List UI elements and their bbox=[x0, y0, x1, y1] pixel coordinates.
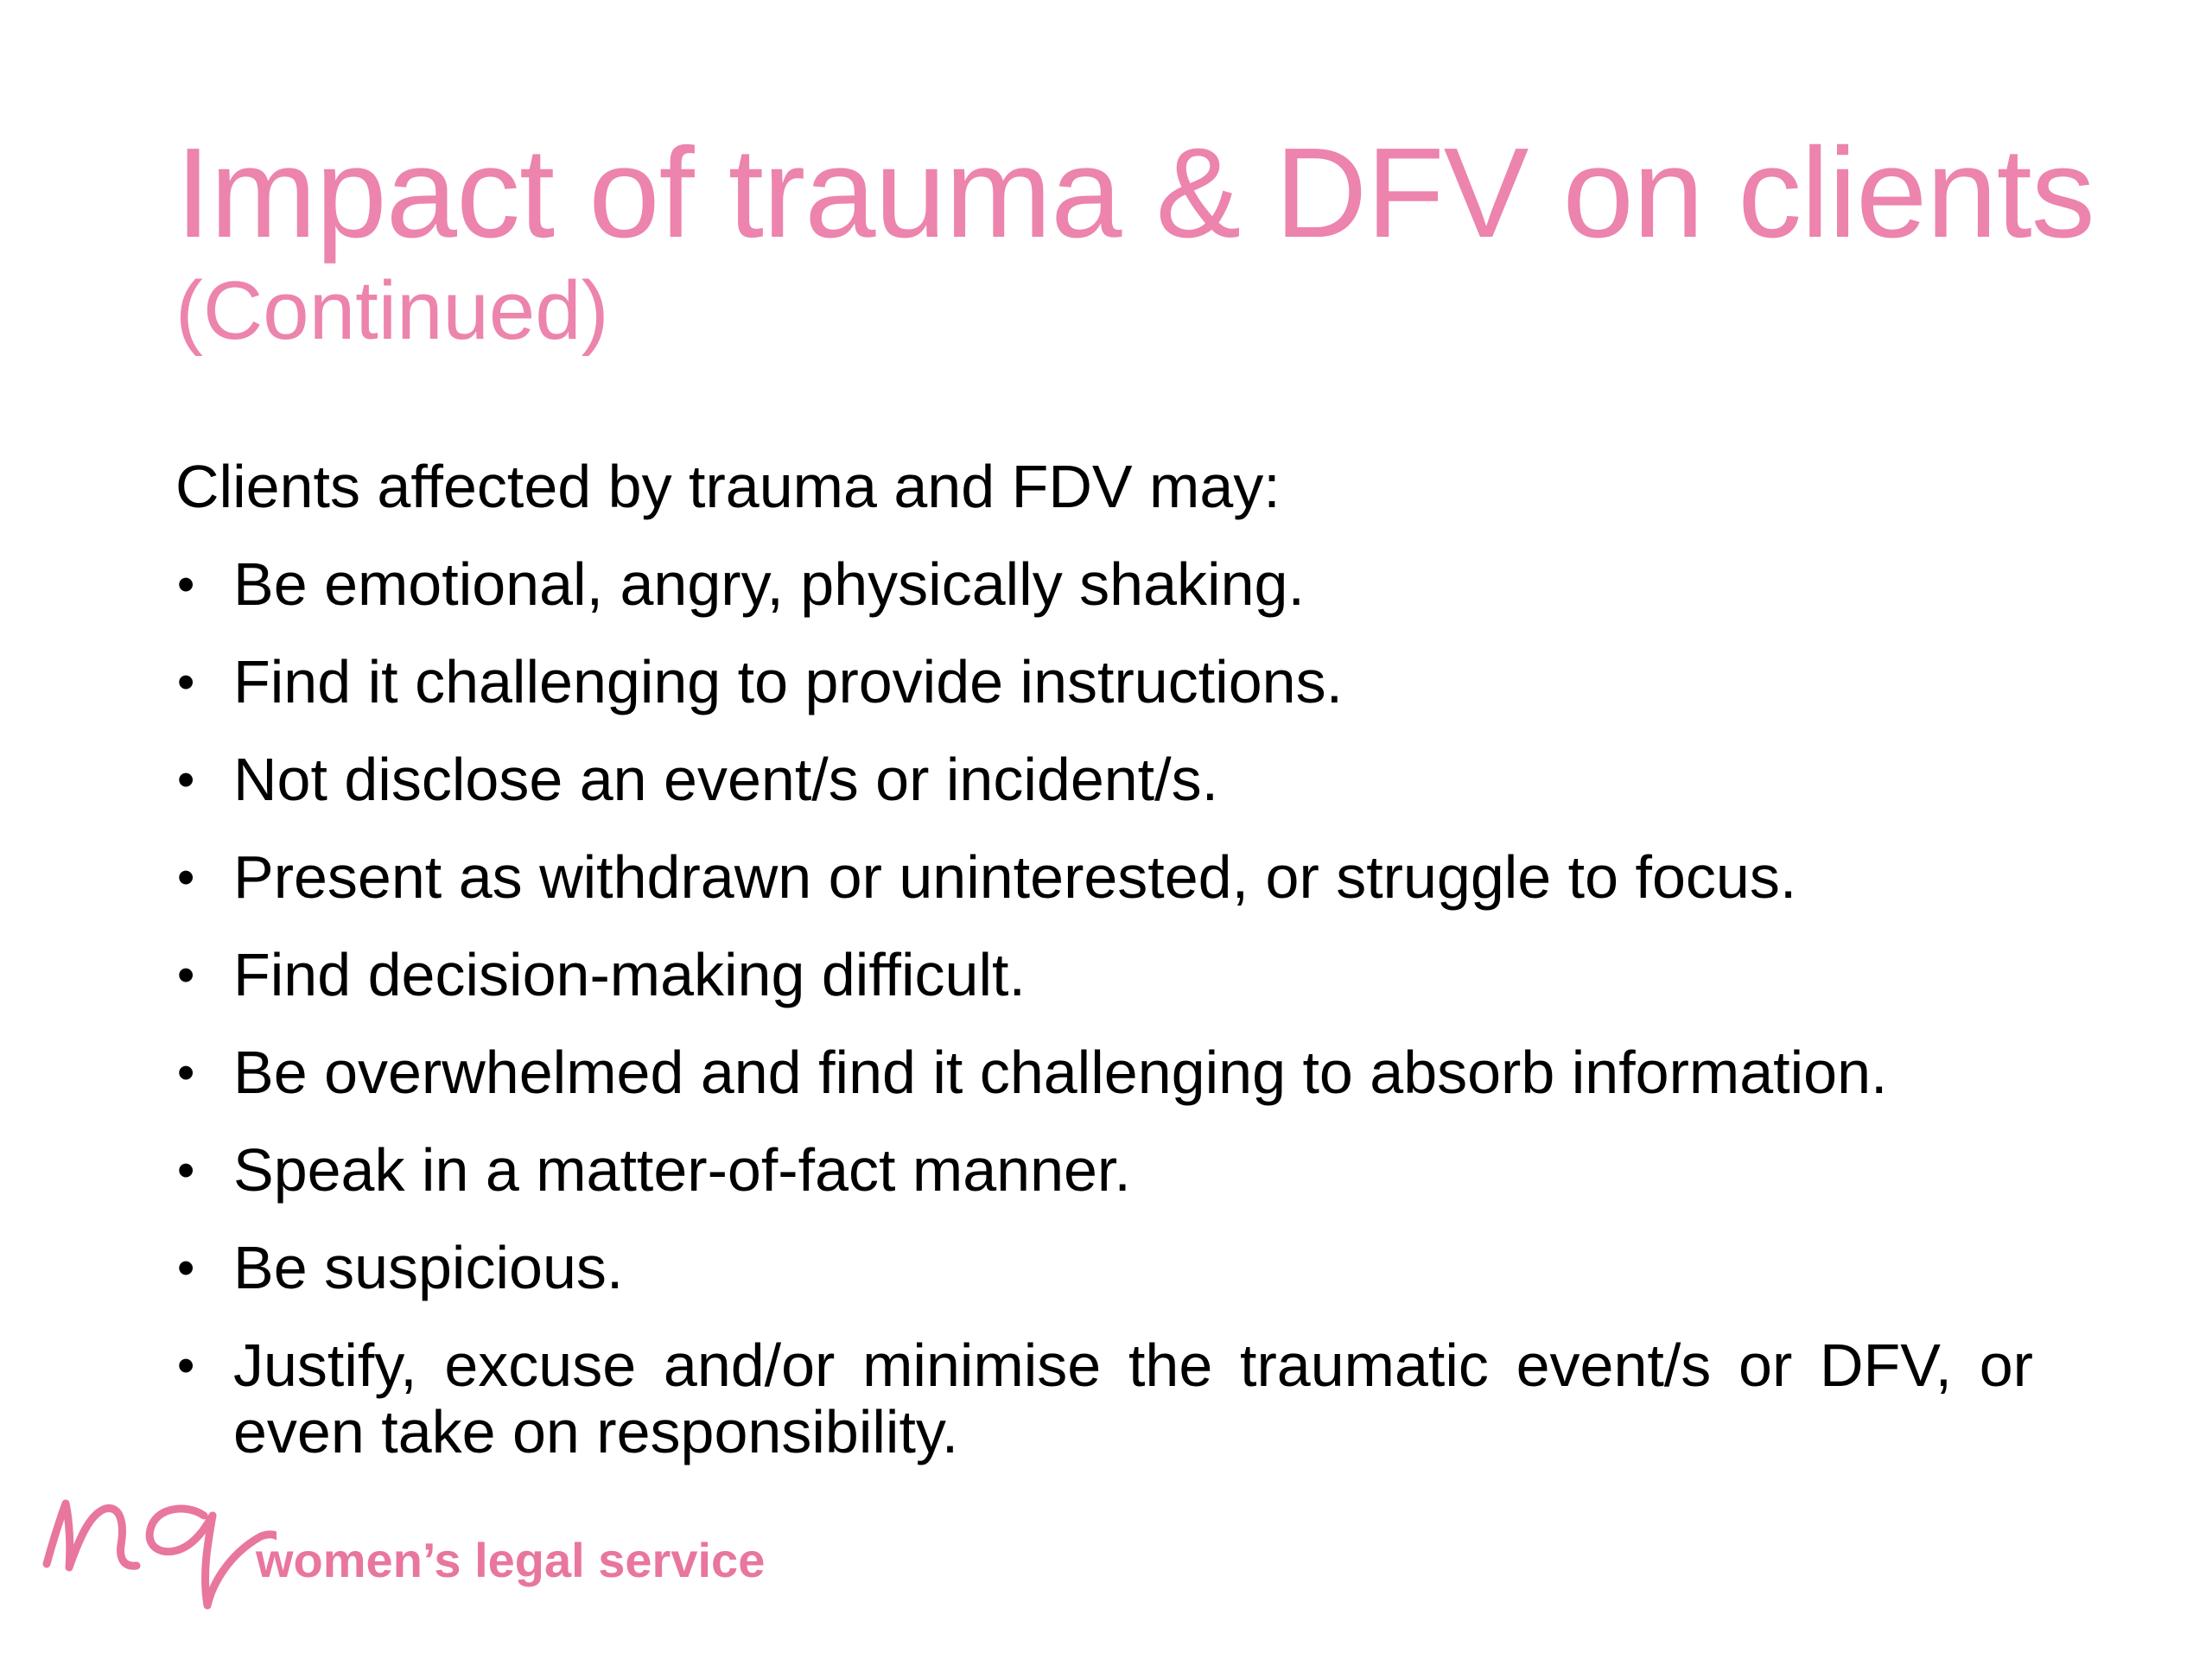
bullet-dot-icon: • bbox=[177, 1045, 195, 1101]
bullet-item bbox=[175, 747, 2033, 813]
bullet-dot-icon: • bbox=[177, 556, 195, 613]
bullet-text: Not disclose an event/s or incident/s. bbox=[233, 746, 1219, 813]
bullet-text: Be emotional, angry, physically shaking. bbox=[233, 550, 1305, 618]
logo-stroke-n bbox=[47, 1503, 137, 1567]
bullet-text: Be overwhelmed and find it challenging to absorb information. bbox=[233, 1039, 1888, 1106]
bullet-item bbox=[175, 1137, 2033, 1204]
bullet-item bbox=[175, 1332, 2033, 1465]
intro-text: Clients affected by trauma and FDV may: bbox=[175, 453, 1281, 520]
bullet-item bbox=[175, 649, 2033, 715]
bullet-text: Speak in a matter-of-fact manner. bbox=[233, 1136, 1131, 1204]
slide-subtitle: (Continued) bbox=[175, 264, 609, 357]
organization-name: women’s legal service bbox=[256, 1533, 766, 1587]
bullet-dot-icon: • bbox=[177, 654, 195, 710]
bullet-list bbox=[175, 551, 2033, 1497]
organization-logo bbox=[35, 1484, 812, 1614]
bullet-text: Be suspicious. bbox=[233, 1234, 624, 1301]
bullet-dot-icon: • bbox=[177, 849, 195, 906]
bullet-dot-icon: • bbox=[177, 1240, 195, 1296]
slide-title: Impact of trauma & DFV on clients bbox=[175, 122, 2094, 264]
bullet-dot-icon: • bbox=[177, 1338, 195, 1394]
logo-stroke-q-bowl bbox=[149, 1509, 213, 1552]
bullet-item bbox=[175, 844, 2033, 911]
bullet-text: Justify, excuse and/or minimise the traumatic event/s or DFV, or even take on responsibility. bbox=[233, 1332, 2033, 1465]
bullet-item bbox=[175, 551, 2033, 618]
bullet-text: Find it challenging to provide instructions. bbox=[233, 648, 1344, 715]
bullet-dot-icon: • bbox=[177, 947, 195, 1003]
bullet-item bbox=[175, 1039, 2033, 1106]
bullet-dot-icon: • bbox=[177, 752, 195, 808]
bullet-item bbox=[175, 942, 2033, 1008]
nq-logo-icon bbox=[35, 1484, 276, 1614]
logo-strokes bbox=[47, 1503, 276, 1605]
bullet-text: Find decision-making difficult. bbox=[233, 941, 1026, 1008]
bullet-text: Present as withdrawn or uninterested, or struggle to focus. bbox=[233, 843, 1797, 911]
bullet-item bbox=[175, 1235, 2033, 1301]
bullet-dot-icon: • bbox=[177, 1142, 195, 1198]
